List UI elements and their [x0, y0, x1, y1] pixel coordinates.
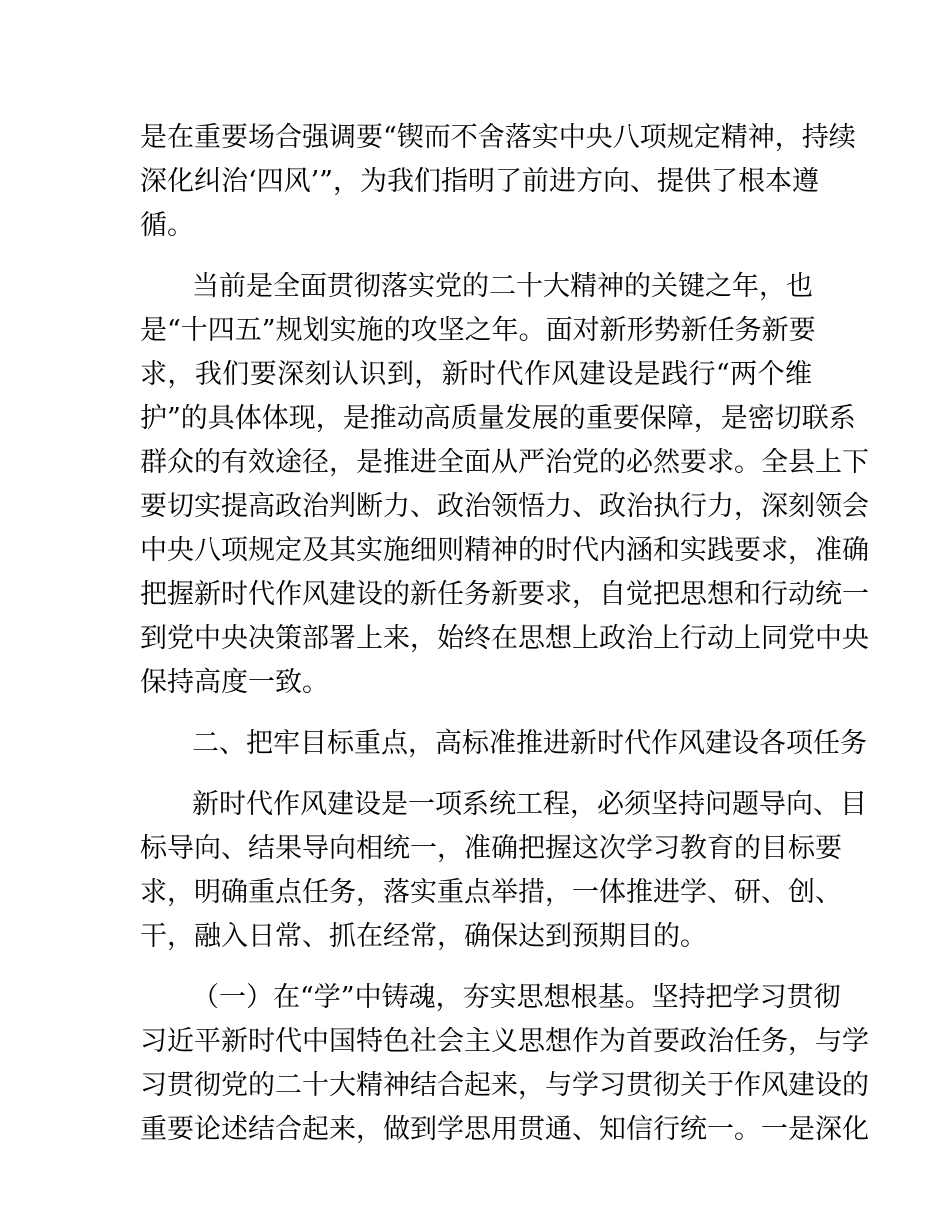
text-line: 到党中央决策部署上来，始终在思想上政治上行动上同党中央 [140, 623, 869, 654]
text-line: 中央八项规定及其实施细则精神的时代内涵和实践要求，准确 [140, 535, 869, 566]
text-line: 当前是全面贯彻落实党的二十大精神的关键之年，也 [192, 271, 813, 302]
text-line: 把握新时代作风建设的新任务新要求，自觉把思想和行动统一 [140, 579, 869, 610]
text-line: 循。 [140, 210, 194, 241]
paragraph-1 [140, 116, 856, 248]
text-line: 群众的有效途径，是推进全面从严治党的必然要求。全县上下 [140, 447, 869, 478]
text-line: 深化纠治‘四风’”，为我们指明了前进方向、提供了根本遵 [140, 166, 819, 197]
text-line: 要切实提高政治判断力、政治领悟力、政治执行力，深刻领会 [140, 491, 869, 522]
paragraph-2 [140, 265, 869, 705]
text-line: 习贯彻党的二十大精神结合起来，与学习贯彻关于作风建设的 [140, 1070, 869, 1101]
text-line: 护”的具体体现，是推动高质量发展的重要保障，是密切联系 [140, 403, 856, 434]
section-heading [140, 722, 867, 766]
heading-line: 二、把牢目标重点，高标准推进新时代作风建设各项任务 [192, 728, 867, 759]
text-line: 重要论述结合起来，做到学思用贯通、知信行统一。一是深化 [140, 1114, 869, 1145]
paragraph-5 [140, 976, 869, 1152]
text-line: 标导向、结果导向相统一，准确把握这次学习教育的目标要 [140, 833, 842, 864]
text-line: 是“十四五”规划实施的攻坚之年。面对新形势新任务新要 [140, 315, 816, 346]
text-line: 新时代作风建设是一项系统工程，必须坚持问题导向、目 [192, 789, 867, 820]
text-line: 求，我们要深刻认识到，新时代作风建设是践行“两个维 [140, 359, 812, 390]
text-line: 保持高度一致。 [140, 667, 329, 698]
text-line: 求，明确重点任务，落实重点举措，一体推进学、研、创、 [140, 877, 842, 908]
text-line: 习近平新时代中国特色社会主义思想作为首要政治任务，与学 [140, 1026, 869, 1057]
text-line: （一）在“学”中铸魂，夯实思想根基。坚持把学习贯彻 [192, 982, 841, 1013]
body-text [140, 116, 869, 1169]
paragraph-4 [140, 783, 867, 959]
text-line: 干，融入日常、抓在经常，确保达到预期目的。 [140, 921, 707, 952]
text-line: 是在重要场合强调要“锲而不舍落实中央八项规定精神，持续 [140, 122, 856, 153]
